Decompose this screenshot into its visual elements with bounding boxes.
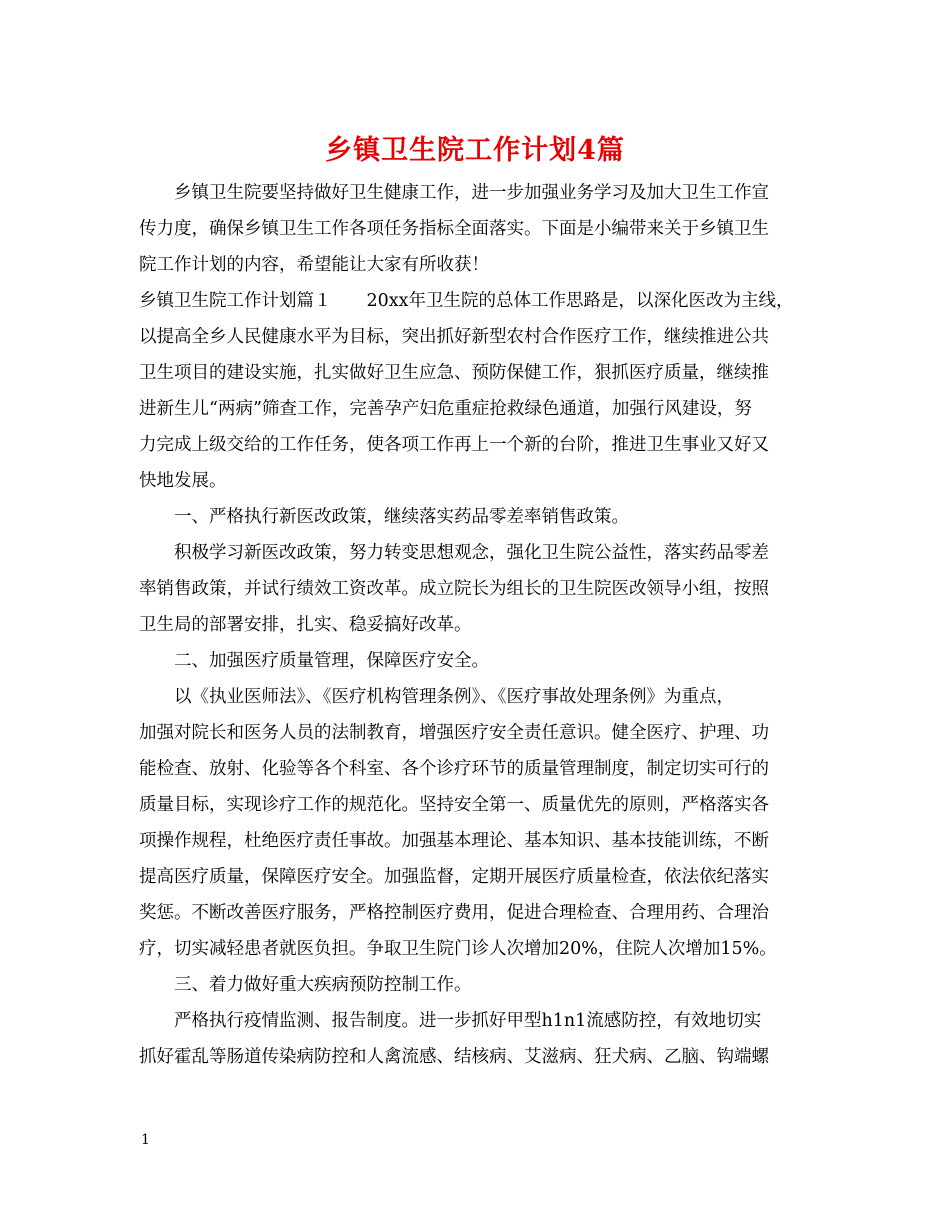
body-line: 乡镇卫生院要坚持做好卫生健康工作，进一步加强业务学习及加大卫生工作宣 bbox=[139, 183, 769, 203]
page-number: 1 bbox=[141, 1132, 150, 1148]
body-line: 质量目标，实现诊疗工作的规范化。坚持安全第一、质量优先的原则，严格落实各 bbox=[139, 795, 769, 815]
body-line: 卫生项目的建设实施，扎实做好卫生应急、预防保健工作，狠抓医疗质量，继续推 bbox=[139, 363, 769, 383]
body-line: 卫生局的部署安排，扎实、稳妥搞好改革。 bbox=[139, 615, 472, 635]
body-line: 快地发展。 bbox=[139, 471, 227, 491]
body-line: 传力度，确保乡镇卫生工作各项任务指标全面落实。下面是小编带来关于乡镇卫生 bbox=[139, 219, 769, 239]
body-line: 以提高全乡人民健康水平为目标，突出抓好新型农村合作医疗工作，继续推进公共 bbox=[139, 327, 769, 347]
body-line: 率销售政策，并试行绩效工资改革。成立院长为组长的卫生院医改领导小组，按照 bbox=[139, 579, 769, 599]
body-line: 积极学习新医改政策，努力转变思想观念，强化卫生院公益性，落实药品零差 bbox=[139, 543, 769, 563]
section-heading: 二、加强医疗质量管理，保障医疗安全。 bbox=[139, 651, 489, 671]
body-line: 抓好霍乱等肠道传染病防控和人禽流感、结核病、艾滋病、狂犬病、乙脑、钩端螺 bbox=[139, 1047, 769, 1067]
section-heading: 一、严格执行新医改政策，继续落实药品零差率销售政策。 bbox=[139, 507, 629, 527]
body-line: 能检查、放射、化验等各个科室、各个诊疗环节的质量管理制度，制定切实可行的 bbox=[139, 759, 769, 779]
body-line: 力完成上级交给的工作任务，使各项工作再上一个新的台阶，推进卫生事业又好又 bbox=[139, 435, 769, 455]
body-line: 奖惩。不断改善医疗服务，严格控制医疗费用，促进合理检查、合理用药、合理治 bbox=[139, 903, 769, 923]
section-heading: 三、着力做好重大疾病预防控制工作。 bbox=[139, 975, 472, 995]
body-line: 加强对院长和医务人员的法制教育，增强医疗安全责任意识。健全医疗、护理、功 bbox=[139, 723, 769, 743]
body-line: 项操作规程，杜绝医疗责任事故。加强基本理论、基本知识、基本技能训练，不断 bbox=[139, 831, 769, 851]
body-line: 提高医疗质量，保障医疗安全。加强监督，定期开展医疗质量检查，依法依纪落实 bbox=[139, 867, 769, 887]
body-line: 以《执业医师法》、《医疗机构管理条例》、《医疗事故处理条例》为重点， bbox=[139, 687, 734, 707]
body-line: 严格执行疫情监测、报告制度。进一步抓好甲型h1n1流感防控，有效地切实 bbox=[139, 1011, 762, 1031]
document-title: 乡镇卫生院工作计划4篇 bbox=[325, 135, 625, 166]
body-line: 进新生儿“两病”筛查工作，完善孕产妇危重症抢救绿色通道，加强行风建设，努 bbox=[139, 399, 752, 419]
body-line: 院工作计划的内容，希望能让大家有所收获！ bbox=[139, 255, 489, 275]
body-line: 乡镇卫生院工作计划篇１ 20xx年卫生院的总体工作思路是，以深化医改为主线， bbox=[139, 291, 794, 311]
body-line: 疗，切实减轻患者就医负担。争取卫生院门诊人次增加20%，住院人次增加15%。 bbox=[139, 939, 777, 959]
